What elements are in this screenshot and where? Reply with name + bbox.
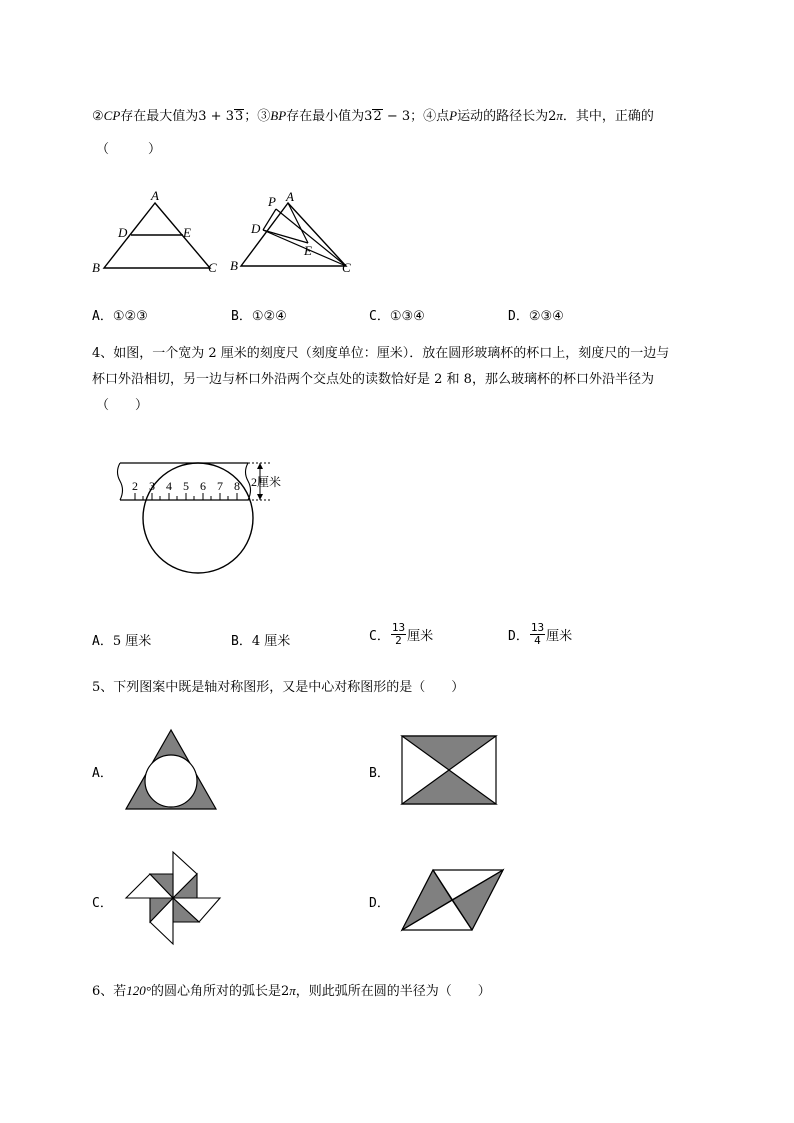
q3-option-b[interactable]: B．①②④ <box>231 309 287 324</box>
q4-option-d[interactable]: D． $\frac{13}{4}$ 厘米 <box>508 621 573 647</box>
q5-figure-c-pinwheel <box>124 850 224 946</box>
q5-stem: 5、下列图案中既是轴对称图形，又是中心对称图形的是（ ） <box>92 680 465 695</box>
q3-figure-triangle-p <box>228 185 363 275</box>
q5-label-c[interactable]: C． <box>92 896 113 911</box>
q3-figure-triangle-de <box>88 185 228 275</box>
q4-stem-line1: 4、如图，一个宽为 2 厘米的刻度尺（刻度单位：厘米）．放在圆形玻璃杯的杯口上，刻度尺的一边与 <box>92 346 670 361</box>
label-a: A <box>286 189 294 204</box>
q3-answer-paren: （ ） <box>96 142 162 157</box>
q6-stem: 6、若120°的圆心角所对的弧长是2π，则此弧所在圆的半径为（ ） <box>92 983 491 999</box>
q4-option-b[interactable]: B．4 厘米 <box>231 634 291 649</box>
ruler-width-label: 2厘米 <box>251 475 282 489</box>
tick-label: 4 <box>166 479 172 493</box>
label-b: B <box>92 260 100 275</box>
fraction: $\frac{13}{2}$ <box>391 621 406 647</box>
label-d: D <box>118 225 128 240</box>
q5-figure-a-triangle-circle <box>124 728 218 812</box>
q5-figure-d-parallelogram <box>400 868 506 932</box>
ruler-ticks <box>135 493 237 500</box>
q5-label-a[interactable]: A． <box>92 766 113 781</box>
tick-label: 2 <box>132 479 138 493</box>
tick-label: 8 <box>234 479 240 493</box>
label-e: E <box>304 243 312 258</box>
tick-label: 5 <box>183 479 189 493</box>
label-a: A <box>151 188 159 203</box>
q3-option-c[interactable]: C．①③④ <box>369 309 425 324</box>
q3-option-a[interactable]: A．①②③ <box>92 309 148 324</box>
q4-stem-line2: 杯口外沿相切，另一边与杯口外沿两个交点处的读数恰好是 2 和 8，那么玻璃杯的杯口外沿半径为 <box>92 372 654 387</box>
q3-option-d[interactable]: D．②③④ <box>508 309 564 324</box>
sqrt-3: 3 <box>234 109 244 124</box>
tick-label: 7 <box>217 479 223 493</box>
sqrt-2: 2 <box>373 109 382 124</box>
fraction: $\frac{13}{4}$ <box>530 621 545 647</box>
q4-figure-ruler-circle <box>110 455 310 585</box>
q5-figure-b-rectangle-bowtie <box>400 734 498 806</box>
q4-answer-paren: （ ） <box>96 398 149 413</box>
label-b: B <box>230 258 238 273</box>
q4-option-a[interactable]: A．5 厘米 <box>92 634 152 649</box>
tick-label: 3 <box>149 479 155 493</box>
label-p: P <box>268 194 276 209</box>
label-c: C <box>208 260 217 275</box>
label-d: D <box>251 221 261 236</box>
q5-label-b[interactable]: B． <box>369 766 390 781</box>
label-c: C <box>342 260 351 275</box>
label-e: E <box>183 225 191 240</box>
q3-stem: ②CP存在最大值为3 + 33；③BP存在最小值为32 − 3；④点P运动的路径长为2π．其中，正确的 <box>92 108 654 124</box>
q4-option-c[interactable]: C． $\frac{13}{2}$ 厘米 <box>369 621 434 647</box>
q5-label-d[interactable]: D． <box>369 896 390 911</box>
tick-label: 6 <box>200 479 206 493</box>
